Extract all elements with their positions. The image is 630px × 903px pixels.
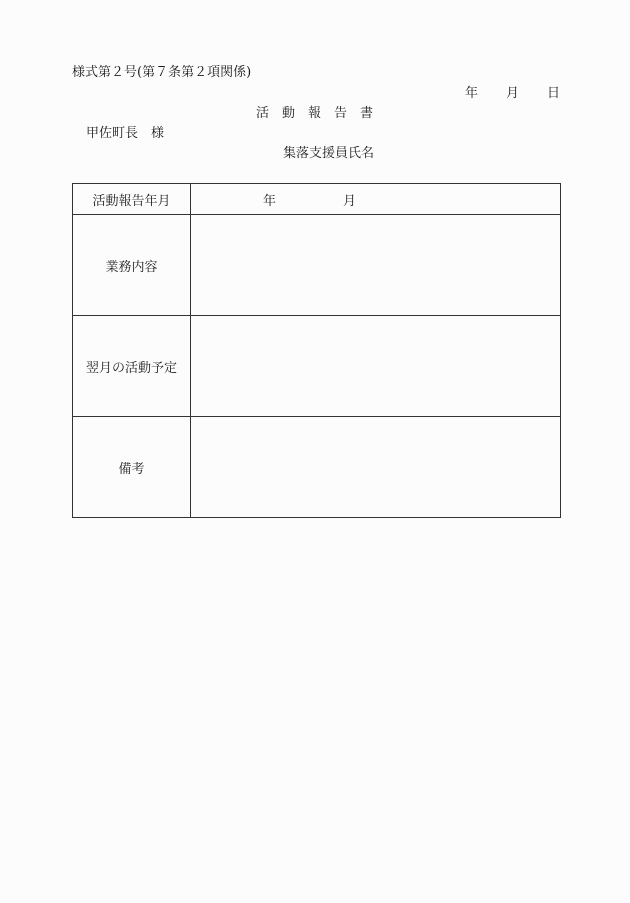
date-line [465,86,560,102]
row-label-next-month-plan: 翌月の活動予定 [73,316,191,417]
next-month-plan-field[interactable] [191,316,561,417]
recipient: 甲佐町長 様 [86,126,165,141]
table-row [73,417,561,518]
report-year-label: 年 [263,193,277,209]
table-row [73,215,561,316]
form-number: 様式第２号(第７条第２項関係) [72,65,252,80]
row-label-remarks: 備考 [73,417,191,518]
report-month-field[interactable] [191,184,561,215]
remarks-field[interactable] [191,417,561,518]
row-label-work-content: 業務内容 [73,215,191,316]
date-day-label: 日 [547,86,561,101]
report-table [72,183,561,518]
work-content-field[interactable] [191,215,561,316]
reporter-name-label: 集落支援員氏名 [283,146,375,161]
table-row [73,184,561,215]
date-year-label: 年 [465,86,479,101]
report-month-label: 月 [343,193,357,209]
date-month-label: 月 [506,86,520,101]
document-title: 活 動 報 告 書 [256,106,374,121]
row-label-report-month: 活動報告年月 [73,184,191,215]
table-row [73,316,561,417]
